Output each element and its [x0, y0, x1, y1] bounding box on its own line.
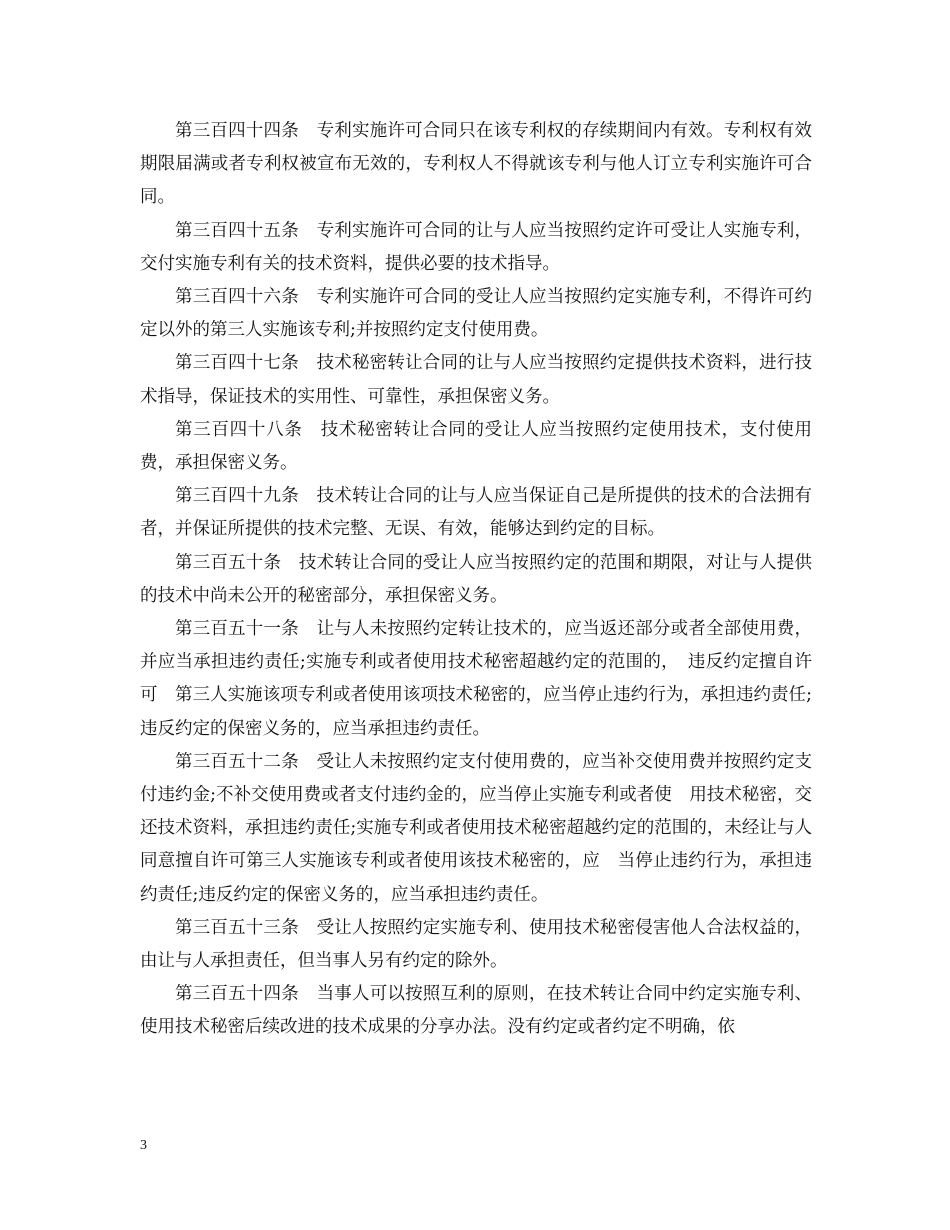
- article-353: 第三百五十三条 受让人按照约定实施专利、使用技术秘密侵害他人合法权益的，由让与人承担责任，但当事人另有约定的除外。: [140, 917, 812, 972]
- article-348: 第三百四十八条 技术秘密转让合同的受让人应当按照约定使用技术，支付使用费，承担保密义务。: [140, 419, 812, 474]
- article-346: 第三百四十六条 专利实施许可合同的受让人应当按照约定实施专利，不得许可约定以外的第三人实施该专利;并按照约定支付使用费。: [140, 287, 812, 341]
- article-354: 第三百五十四条 当事人可以按照互利的原则，在技术转让合同中约定实施专利、使用技术秘密后续改进的技术成果的分享办法。没有约定或者约定不明确，依: [140, 984, 812, 1038]
- article-347: 第三百四十七条 技术秘密转让合同的让与人应当按照约定提供技术资料，进行技术指导，保证技术的实用性、可靠性，承担保密义务。: [140, 353, 812, 407]
- article-351: 第三百五十一条 让与人未按照约定转让技术的，应当返还部分或者全部使用费，并应当承担违约责任;实施专利或者使用技术秘密超越约定的范围的， 违反约定擅自许可 第三人实施该项专利或者使用该项技术秘密的，应当停止违约行为，承担违约责任;违反约定的保密义务的，应当承担违约责任。: [140, 619, 812, 739]
- page-number: 3: [140, 1138, 147, 1153]
- article-345: 第三百四十五条 专利实施许可合同的让与人应当按照约定许可受让人实施专利，交付实施专利有关的技术资料，提供必要的技术指导。: [140, 220, 812, 274]
- article-349: 第三百四十九条 技术转让合同的让与人应当保证自己是所提供的技术的合法拥有者，并保证所提供的技术完整、无误、有效，能够达到约定的目标。: [140, 486, 812, 540]
- article-344: 第三百四十四条 专利实施许可合同只在该专利权的存续期间内有效。专利权有效期限届满或者专利权被宣布无效的，专利权人不得就该专利与他人订立专利实施许可合同。: [140, 121, 812, 208]
- document-body: [140, 115, 812, 1045]
- article-352: 第三百五十二条 受让人未按照约定支付使用费的，应当补交使用费并按照约定支付违约金;不补交使用费或者支付违约金的，应当停止实施专利或者使 用技术秘密，交还技术资料，承担违约责任;实施专利或者使用技术秘密超越约定的范围的，未经让与人同意擅自许可第三人实施该专利或者使用该技术秘密的，应 当停止违约行为，承担违约责任;违反约定的保密义务的，应当承担违约责任。: [140, 751, 812, 905]
- article-350: 第三百五十条 技术转让合同的受让人应当按照约定的范围和期限，对让与人提供的技术中尚未公开的秘密部分，承担保密义务。: [140, 552, 812, 606]
